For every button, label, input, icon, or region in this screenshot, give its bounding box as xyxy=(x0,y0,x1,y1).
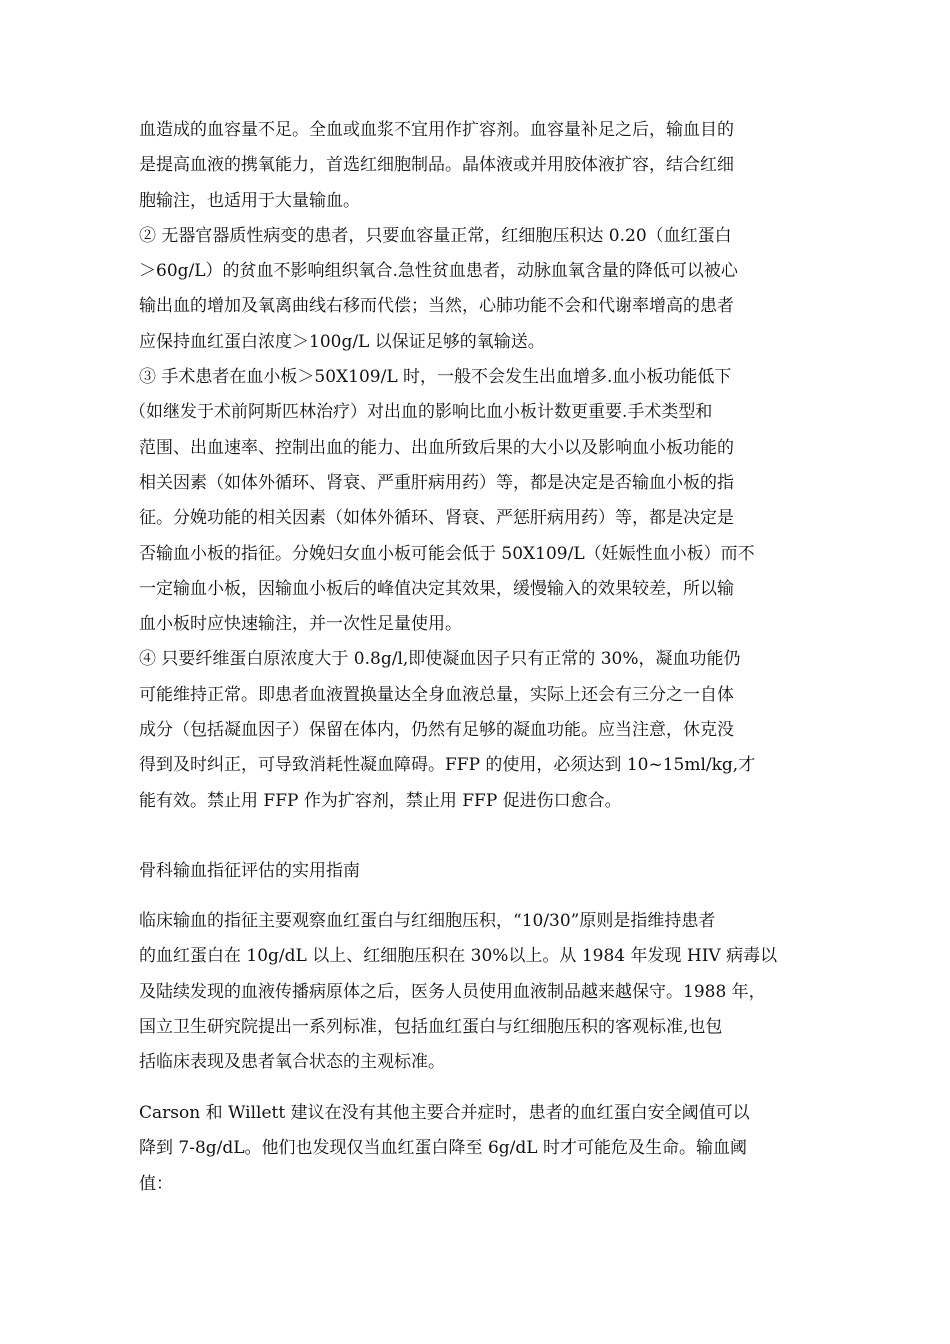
text-line: 一定输血小板，因输血小板后的峰值决定其效果，缓慢输入的效果较差，所以输 xyxy=(139,578,734,599)
text-line: 血小板时应快速输注，并一次性足量使用。 xyxy=(139,614,462,635)
text-line: 括临床表现及患者氧合状态的主观标准。 xyxy=(139,1052,445,1073)
text-line: Carson 和 Willett 建议在没有其他主要合并症时，患者的血红蛋白安全阈值可以 xyxy=(139,1103,750,1123)
text-line: ② 无器官器质性病变的患者，只要血容量正常，红细胞压积达 0.20（血红蛋白 xyxy=(139,225,732,246)
text-line: 血造成的血容量不足。全血或血浆不宜用作扩容剂。血容量补足之后，输血目的 xyxy=(139,120,734,140)
text-line: 输出血的增加及氧离曲线右移而代偿；当然，心肺功能不会和代谢率增高的患者 xyxy=(139,296,734,317)
text-line: ③ 手术患者在血小板＞50X109/L 时，一般不会发生出血增多.血小板功能低下 xyxy=(139,367,732,388)
text-line: 能有效。禁止用 FFP 作为扩容剂，禁止用 FFP 促进伤口愈合。 xyxy=(139,790,622,811)
section-heading xyxy=(139,854,819,889)
text-line: 降到 7-8g/dL。他们也发现仅当血红蛋白降至 6g/dL 时才可能危及生命。输血阈 xyxy=(139,1138,747,1159)
text-line: 应保持血红蛋白浓度＞100g/L 以保证足够的氧输送。 xyxy=(139,331,545,352)
text-line: 的血红蛋白在 10g/dL 以上、红细胞压积在 30%以上。从 1984 年发现 HIV 病毒以 xyxy=(139,946,778,967)
text-line: 胞输注，也适用于大量输血。 xyxy=(139,190,360,211)
text-line: 可能维持正常。即患者血液置换量达全身血液总量，实际上还会有三分之一自体 xyxy=(139,684,734,705)
text-line: 征。分娩功能的相关因素（如体外循环、肾衰、严惩肝病用药）等，都是决定是 xyxy=(139,508,734,529)
text-line: 否输血小板的指征。分娩妇女血小板可能会低于 50X109/L（妊娠性血小板）而不 xyxy=(139,543,755,564)
text-line: 国立卫生研究院提出一系列标准，包括血红蛋白与红细胞压积的客观标准,也包 xyxy=(139,1016,723,1037)
text-line: ④ 只要纤维蛋白原浓度大于 0.8g/l,即使凝血因子只有正常的 30%，凝血功能仍 xyxy=(139,649,741,670)
paragraph-block-transfusion-indications xyxy=(129,113,819,819)
text-line: 值： xyxy=(139,1173,173,1194)
text-line: 得到及时纠正，可导致消耗性凝血障碍。FFP 的使用，必须达到 10~15ml/kg,才 xyxy=(139,755,756,776)
text-line: 相关因素（如体外循环、肾衰、严重肝病用药）等，都是决定是否输血小板的指 xyxy=(139,472,734,493)
text-line: （如继发于术前阿斯匹林治疗）对出血的影响比血小板计数更重要.手术类型和 xyxy=(129,402,713,423)
paragraph-block-carson-willett xyxy=(139,1096,819,1202)
text-line: 是提高血液的携氧能力，首选红细胞制品。晶体液或并用胶体液扩容，结合红细 xyxy=(139,155,734,176)
text-line: 成分（包括凝血因子）保留在体内，仍然有足够的凝血功能。应当注意，休克没 xyxy=(139,720,734,741)
text-line: 临床输血的指征主要观察血红蛋白与红细胞压积，“10/30”原则是指维持患者 xyxy=(139,911,716,931)
text-line: ＞60g/L）的贫血不影响组织氧合.急性贫血患者，动脉血氧含量的降低可以被心 xyxy=(139,261,738,282)
heading-text: 骨科输血指征评估的实用指南 xyxy=(139,861,360,881)
text-line: 及陆续发现的血液传播病原体之后，医务人员使用血液制品越来越保守。1988 年， xyxy=(139,981,766,1002)
paragraph-block-10-30-rule xyxy=(139,904,819,1080)
text-line: 范围、出血速率、控制出血的能力、出血所致后果的大小以及影响血小板功能的 xyxy=(139,437,734,458)
